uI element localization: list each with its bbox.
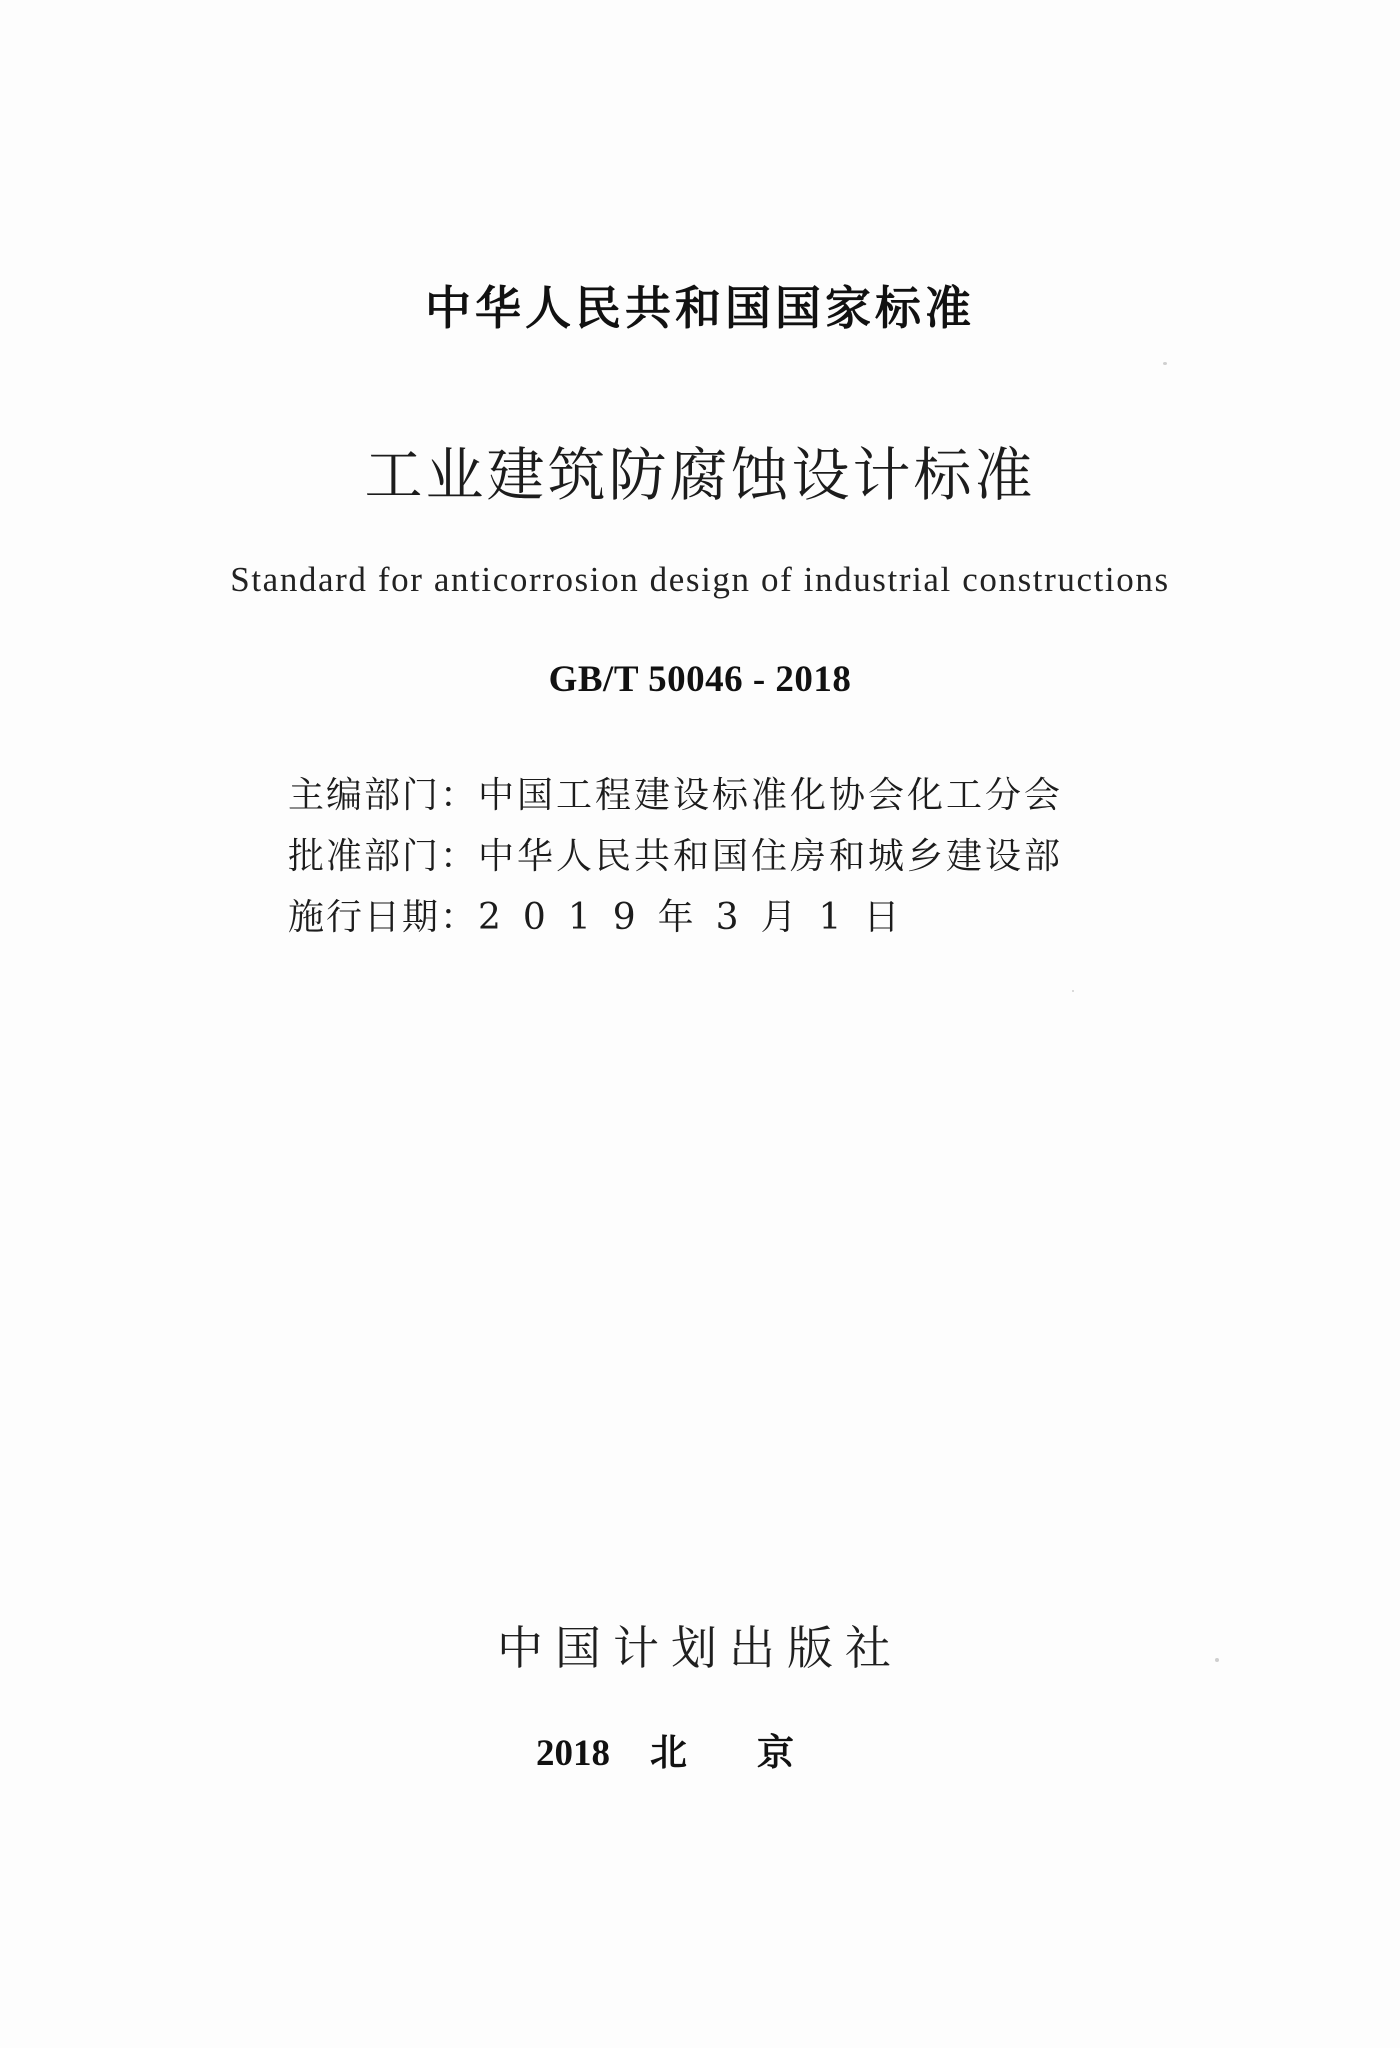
scan-speck — [1163, 362, 1167, 365]
meta-value: 2019年3月1日 — [478, 897, 922, 938]
publication-place — [0, 1722, 1400, 1776]
publication-year: 2018 — [536, 1733, 610, 1774]
publisher-name: 中国计划出版社 — [497, 1621, 903, 1675]
standard-code: GB/T 50046 - 2018 — [548, 659, 852, 700]
scan-speck — [1072, 990, 1074, 992]
meta-label: 主编部门： — [288, 775, 479, 816]
publication-city: 北京 — [650, 1733, 864, 1774]
meta-value: 中国工程建设标准化协会化工分会 — [478, 775, 1064, 816]
meta-label: 批准部门： — [288, 836, 479, 877]
meta-value: 中华人民共和国住房和城乡建设部 — [478, 836, 1064, 877]
meta-row-effective-date — [288, 884, 1188, 945]
meta-row-approval-dept — [288, 823, 1188, 884]
meta-label: 施行日期： — [288, 897, 479, 938]
standard-title-english: Standard for anticorrosion design of industrial constructions — [230, 560, 1170, 599]
scan-speck — [1215, 1658, 1219, 1662]
meta-block — [288, 762, 1188, 945]
national-standard-heading: 中华人民共和国国家标准 — [425, 281, 975, 335]
meta-row-chief-editor — [288, 762, 1188, 823]
standard-title-chinese: 工业建筑防腐蚀设计标准 — [364, 441, 1036, 509]
